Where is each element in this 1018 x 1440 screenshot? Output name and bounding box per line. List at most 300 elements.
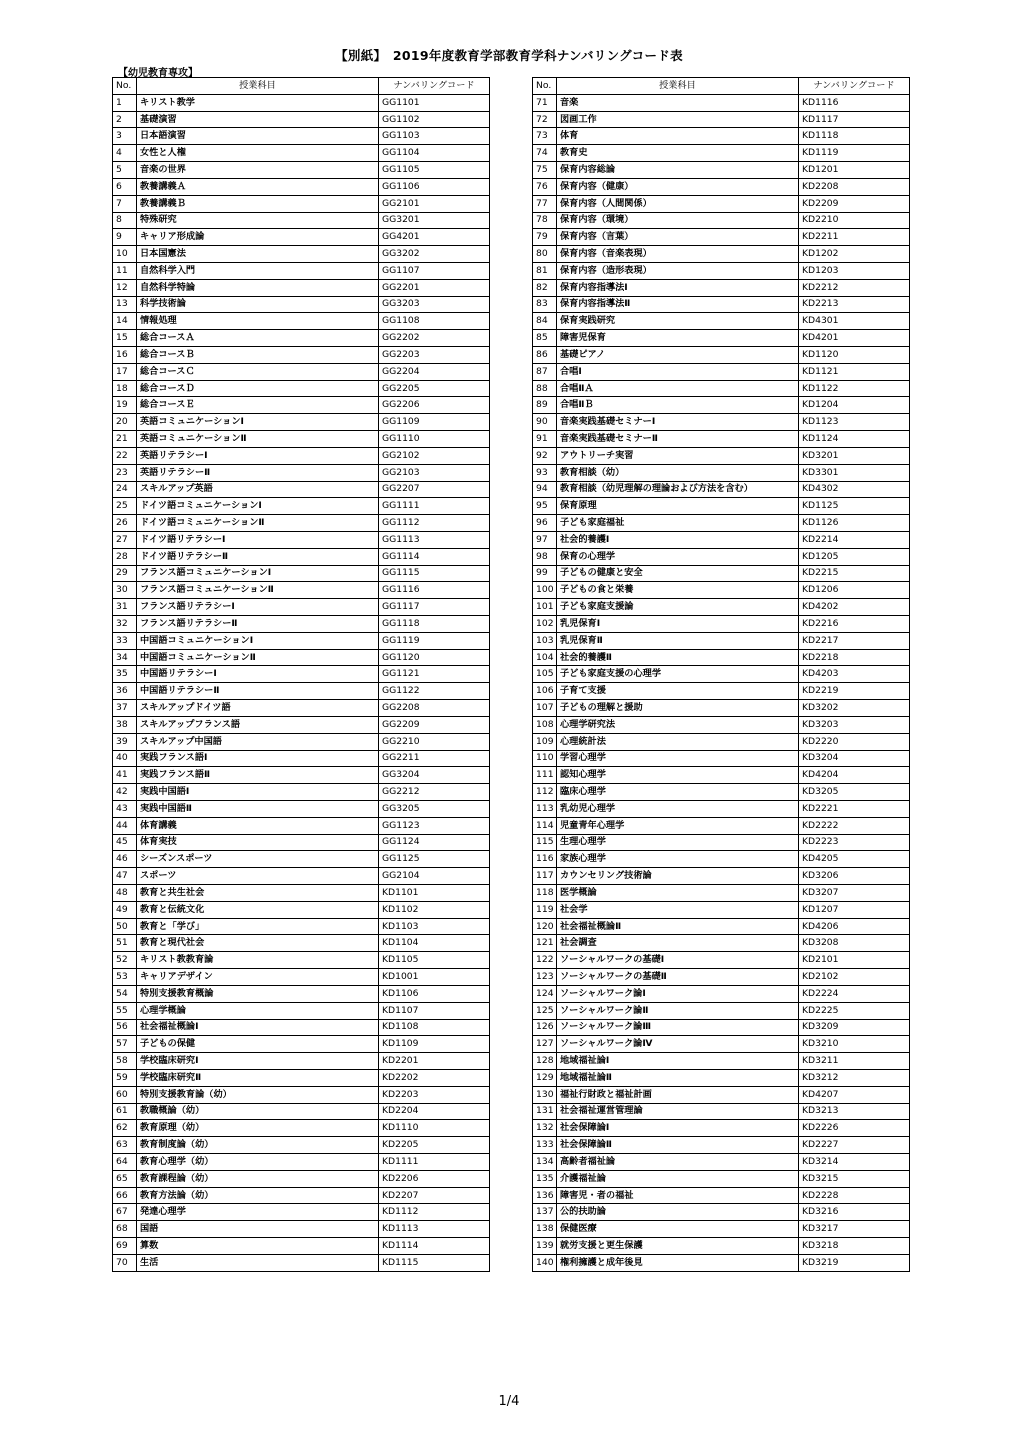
code-cell: KD1115 <box>379 1254 490 1271</box>
code-cell: KD2212 <box>799 279 910 296</box>
table-row <box>113 246 490 263</box>
subject-cell: 子どもの食と栄養 <box>557 582 799 599</box>
table-row <box>533 901 910 918</box>
subject-cell: ソーシャルワーク論Ⅳ <box>557 1036 799 1053</box>
table-row <box>113 1019 490 1036</box>
table-row <box>533 1120 910 1137</box>
row-number: 14 <box>113 313 137 330</box>
code-cell: KD2202 <box>379 1069 490 1086</box>
subject-cell: 中国語コミュニケーションⅡ <box>137 649 379 666</box>
row-number: 76 <box>533 178 557 195</box>
code-cell: GG1101 <box>379 94 490 111</box>
code-cell: KD1117 <box>799 111 910 128</box>
table-row <box>533 1036 910 1053</box>
table-row <box>113 885 490 902</box>
row-number: 38 <box>113 716 137 733</box>
table-row <box>533 1069 910 1086</box>
row-number: 41 <box>113 767 137 784</box>
row-number: 20 <box>113 414 137 431</box>
table-row <box>113 565 490 582</box>
subject-cell: ソーシャルワーク論Ⅲ <box>557 1019 799 1036</box>
table-row <box>113 447 490 464</box>
subject-cell: キャリアデザイン <box>137 969 379 986</box>
row-number: 27 <box>113 531 137 548</box>
row-number: 128 <box>533 1053 557 1070</box>
subject-cell: ソーシャルワークの基礎Ⅰ <box>557 952 799 969</box>
code-cell: KD3203 <box>799 716 910 733</box>
code-cell: KD2219 <box>799 683 910 700</box>
code-cell: KD2221 <box>799 800 910 817</box>
table-row <box>113 582 490 599</box>
row-number: 134 <box>533 1154 557 1171</box>
code-cell: GG2102 <box>379 447 490 464</box>
table-row <box>533 380 910 397</box>
code-cell: KD1001 <box>379 969 490 986</box>
code-cell: GG1117 <box>379 599 490 616</box>
subject-cell: ソーシャルワーク論Ⅱ <box>557 1002 799 1019</box>
table-row <box>113 1254 490 1271</box>
subject-cell: スキルアップ中国語 <box>137 733 379 750</box>
code-cell: GG2202 <box>379 330 490 347</box>
subject-cell: 心理統計法 <box>557 733 799 750</box>
code-cell: KD2206 <box>379 1170 490 1187</box>
table-row <box>113 498 490 515</box>
subject-cell: 音楽実践基礎セミナーⅡ <box>557 431 799 448</box>
row-number: 17 <box>113 363 137 380</box>
table-row <box>113 1120 490 1137</box>
subject-cell: 教養講義Ｂ <box>137 195 379 212</box>
subject-cell: 音楽の世界 <box>137 162 379 179</box>
row-number: 97 <box>533 531 557 548</box>
subject-cell: ソーシャルワークの基礎Ⅱ <box>557 969 799 986</box>
subject-cell: 実践中国語Ⅰ <box>137 784 379 801</box>
code-cell: KD3201 <box>799 447 910 464</box>
code-cell: KD1203 <box>799 262 910 279</box>
row-number: 89 <box>533 397 557 414</box>
table-row <box>533 969 910 986</box>
row-number: 123 <box>533 969 557 986</box>
subject-cell: 子ども家庭支援の心理学 <box>557 666 799 683</box>
table-row <box>533 128 910 145</box>
code-cell: KD2205 <box>379 1137 490 1154</box>
row-number: 15 <box>113 330 137 347</box>
code-cell: KD2226 <box>799 1120 910 1137</box>
row-number: 51 <box>113 935 137 952</box>
code-cell: KD1104 <box>379 935 490 952</box>
table-row <box>533 548 910 565</box>
row-number: 11 <box>113 262 137 279</box>
subject-cell: 総合コースＢ <box>137 347 379 364</box>
subject-cell: 心理学研究法 <box>557 716 799 733</box>
code-cell: GG2212 <box>379 784 490 801</box>
code-cell: KD1112 <box>379 1204 490 1221</box>
subject-cell: 実践フランス語Ⅰ <box>137 750 379 767</box>
code-cell: KD2210 <box>799 212 910 229</box>
code-cell: GG2204 <box>379 363 490 380</box>
row-number: 82 <box>533 279 557 296</box>
table-row <box>113 1137 490 1154</box>
table-row <box>113 397 490 414</box>
subject-cell: 保育実践研究 <box>557 313 799 330</box>
row-number: 98 <box>533 548 557 565</box>
row-number: 36 <box>113 683 137 700</box>
code-cell: KD1105 <box>379 952 490 969</box>
code-cell: KD1111 <box>379 1154 490 1171</box>
table-row <box>533 1137 910 1154</box>
code-cell: KD1121 <box>799 363 910 380</box>
subject-cell: 算数 <box>137 1238 379 1255</box>
numbering-table-right <box>532 77 910 1272</box>
row-number: 52 <box>113 952 137 969</box>
table-row <box>533 1019 910 1036</box>
code-cell: KD3219 <box>799 1254 910 1271</box>
table-row <box>113 481 490 498</box>
table-row <box>113 296 490 313</box>
table-row <box>533 1204 910 1221</box>
table-row <box>113 1170 490 1187</box>
code-cell: KD1118 <box>799 128 910 145</box>
subject-cell: 社会福祉概論Ⅰ <box>137 1019 379 1036</box>
table-row <box>113 632 490 649</box>
code-cell: KD1119 <box>799 145 910 162</box>
row-number: 12 <box>113 279 137 296</box>
table-row <box>533 649 910 666</box>
code-cell: KD3217 <box>799 1221 910 1238</box>
subject-cell: 保健医療 <box>557 1221 799 1238</box>
table-row <box>533 229 910 246</box>
subject-cell: 保育内容（造形表現） <box>557 262 799 279</box>
subject-cell: 国語 <box>137 1221 379 1238</box>
code-cell: GG2207 <box>379 481 490 498</box>
subject-cell: 総合コースＥ <box>137 397 379 414</box>
table-row <box>533 178 910 195</box>
row-number: 119 <box>533 901 557 918</box>
subject-cell: キリスト教学 <box>137 94 379 111</box>
subject-cell: 子ども家庭支援論 <box>557 599 799 616</box>
code-cell: GG1107 <box>379 262 490 279</box>
subject-cell: 教育課程論（幼） <box>137 1170 379 1187</box>
code-cell: GG2211 <box>379 750 490 767</box>
code-cell: GG2209 <box>379 716 490 733</box>
table-row <box>533 464 910 481</box>
subject-cell: フランス語コミュニケーションⅡ <box>137 582 379 599</box>
code-cell: GG2206 <box>379 397 490 414</box>
row-number: 45 <box>113 834 137 851</box>
table-row <box>113 750 490 767</box>
table-row <box>113 1002 490 1019</box>
row-number: 77 <box>533 195 557 212</box>
subject-cell: 教養講義Ａ <box>137 178 379 195</box>
header-subject: 授業科目 <box>137 78 379 95</box>
row-number: 2 <box>113 111 137 128</box>
subject-cell: 情報処理 <box>137 313 379 330</box>
row-number: 107 <box>533 700 557 717</box>
table-row <box>113 380 490 397</box>
table-row <box>533 94 910 111</box>
subject-cell: 地域福祉論Ⅰ <box>557 1053 799 1070</box>
row-number: 58 <box>113 1053 137 1070</box>
row-number: 68 <box>113 1221 137 1238</box>
row-number: 115 <box>533 834 557 851</box>
code-cell: KD2217 <box>799 632 910 649</box>
table-row <box>533 800 910 817</box>
table-row <box>533 363 910 380</box>
row-number: 28 <box>113 548 137 565</box>
table-row <box>533 1238 910 1255</box>
subject-cell: 家族心理学 <box>557 851 799 868</box>
code-cell: GG1111 <box>379 498 490 515</box>
code-cell: KD3209 <box>799 1019 910 1036</box>
table-row <box>533 935 910 952</box>
row-number: 48 <box>113 885 137 902</box>
code-cell: KD2209 <box>799 195 910 212</box>
subject-cell: 就労支援と更生保護 <box>557 1238 799 1255</box>
code-cell: KD1102 <box>379 901 490 918</box>
table-row <box>533 1170 910 1187</box>
row-number: 127 <box>533 1036 557 1053</box>
code-cell: GG1108 <box>379 313 490 330</box>
subject-cell: 特別支援教育論（幼） <box>137 1086 379 1103</box>
table-row <box>533 1002 910 1019</box>
subject-cell: 生理心理学 <box>557 834 799 851</box>
table-row <box>113 531 490 548</box>
code-cell: GG1122 <box>379 683 490 700</box>
code-cell: GG3203 <box>379 296 490 313</box>
table-row <box>533 262 910 279</box>
table-row <box>533 1154 910 1171</box>
row-number: 93 <box>533 464 557 481</box>
subject-cell: 教育制度論（幼） <box>137 1137 379 1154</box>
table-row <box>113 969 490 986</box>
code-cell: GG2203 <box>379 347 490 364</box>
table-row <box>113 1187 490 1204</box>
row-number: 62 <box>113 1120 137 1137</box>
code-cell: GG1120 <box>379 649 490 666</box>
code-cell: KD1204 <box>799 397 910 414</box>
table-row <box>113 851 490 868</box>
row-number: 71 <box>533 94 557 111</box>
subject-cell: 自然科学特論 <box>137 279 379 296</box>
subject-cell: 英語コミュニケーションⅠ <box>137 414 379 431</box>
row-number: 61 <box>113 1103 137 1120</box>
table-row <box>533 515 910 532</box>
subject-cell: 合唱ⅡＡ <box>557 380 799 397</box>
subject-cell: 教育相談（幼） <box>557 464 799 481</box>
subject-cell: 英語コミュニケーションⅡ <box>137 431 379 448</box>
code-cell: KD2224 <box>799 985 910 1002</box>
table-row <box>533 666 910 683</box>
header-subject: 授業科目 <box>557 78 799 95</box>
row-number: 4 <box>113 145 137 162</box>
row-number: 112 <box>533 784 557 801</box>
subject-cell: 権利擁護と成年後見 <box>557 1254 799 1271</box>
subject-cell: ドイツ語コミュニケーションⅡ <box>137 515 379 532</box>
table-row <box>533 1254 910 1271</box>
row-number: 133 <box>533 1137 557 1154</box>
code-cell: GG1113 <box>379 531 490 548</box>
table-row <box>533 952 910 969</box>
subject-cell: フランス語リテラシーⅡ <box>137 616 379 633</box>
table-row <box>113 279 490 296</box>
row-number: 122 <box>533 952 557 969</box>
table-row <box>113 313 490 330</box>
code-cell: GG1115 <box>379 565 490 582</box>
code-cell: KD4206 <box>799 918 910 935</box>
subject-cell: 教育史 <box>557 145 799 162</box>
subject-cell: 基礎ピアノ <box>557 347 799 364</box>
table-row <box>113 94 490 111</box>
table-row <box>533 1187 910 1204</box>
row-number: 31 <box>113 599 137 616</box>
code-cell: KD1114 <box>379 1238 490 1255</box>
row-number: 54 <box>113 985 137 1002</box>
subject-cell: カウンセリング技術論 <box>557 868 799 885</box>
subject-cell: 体育講義 <box>137 817 379 834</box>
subject-cell: 総合コースＣ <box>137 363 379 380</box>
subject-cell: 教育と現代社会 <box>137 935 379 952</box>
code-cell: KD1206 <box>799 582 910 599</box>
table-row <box>113 935 490 952</box>
table-row <box>533 246 910 263</box>
table-header-row <box>533 78 910 95</box>
row-number: 111 <box>533 767 557 784</box>
code-cell: GG4201 <box>379 229 490 246</box>
code-cell: KD4205 <box>799 851 910 868</box>
subject-cell: 保育内容指導法Ⅰ <box>557 279 799 296</box>
subject-cell: 自然科学入門 <box>137 262 379 279</box>
subject-cell: 心理学概論 <box>137 1002 379 1019</box>
subject-cell: 社会調査 <box>557 935 799 952</box>
table-row <box>113 1238 490 1255</box>
code-cell: GG1121 <box>379 666 490 683</box>
code-cell: KD3214 <box>799 1154 910 1171</box>
subject-cell: 臨床心理学 <box>557 784 799 801</box>
row-number: 39 <box>113 733 137 750</box>
row-number: 24 <box>113 481 137 498</box>
code-cell: KD1107 <box>379 1002 490 1019</box>
subject-cell: 教職概論（幼） <box>137 1103 379 1120</box>
table-row <box>533 397 910 414</box>
row-number: 66 <box>113 1187 137 1204</box>
table-row <box>533 868 910 885</box>
subject-cell: 乳児保育Ⅱ <box>557 632 799 649</box>
code-cell: GG2210 <box>379 733 490 750</box>
row-number: 56 <box>113 1019 137 1036</box>
table-row <box>113 817 490 834</box>
table-row <box>113 649 490 666</box>
code-cell: GG1119 <box>379 632 490 649</box>
row-number: 33 <box>113 632 137 649</box>
subject-cell: 音楽実践基礎セミナーⅠ <box>557 414 799 431</box>
table-row <box>533 162 910 179</box>
row-number: 26 <box>113 515 137 532</box>
code-cell: GG2205 <box>379 380 490 397</box>
subject-cell: 社会保障論Ⅰ <box>557 1120 799 1137</box>
header-no: No. <box>533 78 557 95</box>
table-row <box>533 817 910 834</box>
row-number: 25 <box>113 498 137 515</box>
code-cell: KD3216 <box>799 1204 910 1221</box>
table-row <box>113 599 490 616</box>
subject-cell: 社会保障論Ⅱ <box>557 1137 799 1154</box>
row-number: 81 <box>533 262 557 279</box>
row-number: 50 <box>113 918 137 935</box>
subject-cell: キャリア形成論 <box>137 229 379 246</box>
code-cell: GG1116 <box>379 582 490 599</box>
row-number: 104 <box>533 649 557 666</box>
table-row <box>533 632 910 649</box>
row-number: 137 <box>533 1204 557 1221</box>
table-row <box>533 414 910 431</box>
subject-cell: 教育心理学（幼） <box>137 1154 379 1171</box>
subject-cell: 中国語リテラシーⅡ <box>137 683 379 700</box>
row-number: 90 <box>533 414 557 431</box>
row-number: 53 <box>113 969 137 986</box>
table-row <box>113 918 490 935</box>
subject-cell: 子ども家庭福祉 <box>557 515 799 532</box>
row-number: 73 <box>533 128 557 145</box>
code-cell: KD2204 <box>379 1103 490 1120</box>
table-row <box>533 531 910 548</box>
table-row <box>533 851 910 868</box>
row-number: 42 <box>113 784 137 801</box>
subject-cell: 保育原理 <box>557 498 799 515</box>
subject-cell: 実践中国語Ⅱ <box>137 800 379 817</box>
code-cell: GG1123 <box>379 817 490 834</box>
subject-cell: 保育の心理学 <box>557 548 799 565</box>
row-number: 106 <box>533 683 557 700</box>
subject-cell: 認知心理学 <box>557 767 799 784</box>
row-number: 5 <box>113 162 137 179</box>
subject-cell: 社会学 <box>557 901 799 918</box>
page-number: 1/4 <box>498 1394 520 1409</box>
row-number: 126 <box>533 1019 557 1036</box>
table-row <box>533 296 910 313</box>
row-number: 23 <box>113 464 137 481</box>
row-number: 117 <box>533 868 557 885</box>
code-cell: KD3208 <box>799 935 910 952</box>
code-cell: KD4201 <box>799 330 910 347</box>
subject-cell: 総合コースＤ <box>137 380 379 397</box>
subject-cell: 中国語リテラシーⅠ <box>137 666 379 683</box>
table-row <box>533 447 910 464</box>
table-row <box>113 1086 490 1103</box>
subject-cell: 教育と共生社会 <box>137 885 379 902</box>
code-cell: KD1126 <box>799 515 910 532</box>
subject-cell: 保育内容総論 <box>557 162 799 179</box>
row-number: 105 <box>533 666 557 683</box>
subject-cell: 介護福祉論 <box>557 1170 799 1187</box>
subject-cell: 生活 <box>137 1254 379 1271</box>
table-row <box>113 1103 490 1120</box>
table-row <box>533 481 910 498</box>
subject-cell: ドイツ語リテラシーⅡ <box>137 548 379 565</box>
row-number: 9 <box>113 229 137 246</box>
table-row <box>533 616 910 633</box>
subject-cell: 体育実技 <box>137 834 379 851</box>
subject-cell: 社会福祉運営管理論 <box>557 1103 799 1120</box>
table-row <box>113 548 490 565</box>
row-number: 10 <box>113 246 137 263</box>
row-number: 109 <box>533 733 557 750</box>
table-row <box>533 498 910 515</box>
code-cell: KD1120 <box>799 347 910 364</box>
code-cell: KD4203 <box>799 666 910 683</box>
subject-cell: 英語リテラシーⅡ <box>137 464 379 481</box>
table-row <box>533 1221 910 1238</box>
subject-cell: 福祉行財政と福祉計画 <box>557 1086 799 1103</box>
code-cell: GG1105 <box>379 162 490 179</box>
